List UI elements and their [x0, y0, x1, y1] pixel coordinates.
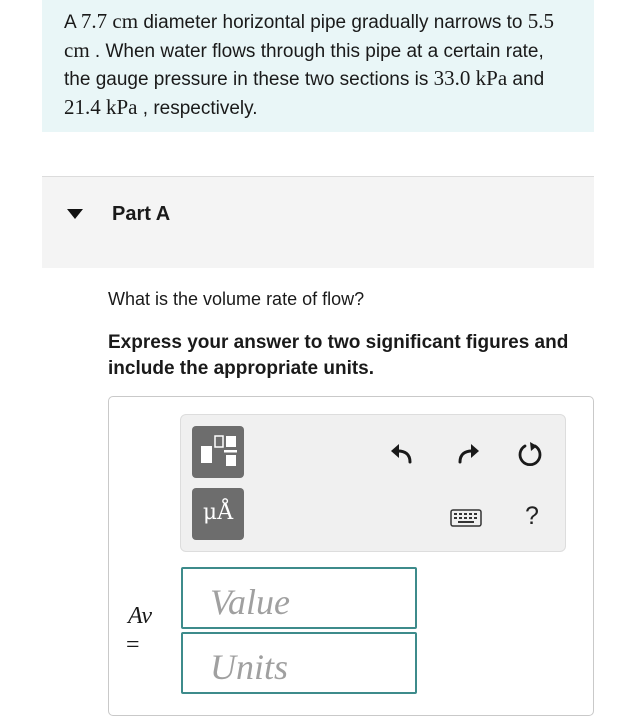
answer-instructions: Express your answer to two significant figures and include the appropriate units.: [108, 332, 569, 379]
units-input[interactable]: [181, 632, 417, 694]
problem-text: A: [64, 12, 81, 33]
units-button[interactable]: [192, 488, 244, 540]
help-button[interactable]: ?: [525, 502, 539, 530]
reset-button[interactable]: [513, 437, 547, 471]
math-toolbar: [180, 414, 566, 552]
problem-text: , respectively.: [137, 97, 258, 119]
part-title: Part A: [112, 203, 171, 225]
undo-icon: [386, 437, 420, 471]
undo-button[interactable]: [386, 437, 420, 471]
diameter-1: 7.7 cm: [80, 9, 139, 33]
answer-variable: Av: [128, 603, 152, 629]
problem-text: diameter horizontal pipe gradually narrows to: [138, 12, 528, 33]
equals-sign: =: [126, 632, 140, 658]
redo-button[interactable]: [450, 437, 484, 471]
question-text: What is the volume rate of flow?: [108, 289, 365, 309]
part-a-header[interactable]: [42, 176, 594, 268]
value-input[interactable]: [181, 567, 417, 629]
templates-button[interactable]: [192, 426, 244, 478]
problem-text: . When water flows through this pipe at a certain rate, the gauge pressure in these two sections is: [64, 40, 544, 90]
pressure-1: 33.0 kPa: [433, 66, 508, 90]
problem-text: and: [507, 69, 545, 90]
fraction-template-icon: [192, 426, 244, 478]
problem-statement: [42, 0, 594, 132]
units-button-label: μÅ: [202, 500, 234, 525]
keyboard-button[interactable]: [449, 501, 483, 535]
pressure-2: 21.4 kPa: [64, 94, 138, 119]
collapse-arrow-icon[interactable]: [67, 209, 83, 219]
keyboard-icon: [449, 501, 483, 535]
reset-icon: [513, 437, 547, 471]
redo-icon: [450, 437, 484, 471]
diameter-2: 5.5 cm: [64, 9, 555, 62]
